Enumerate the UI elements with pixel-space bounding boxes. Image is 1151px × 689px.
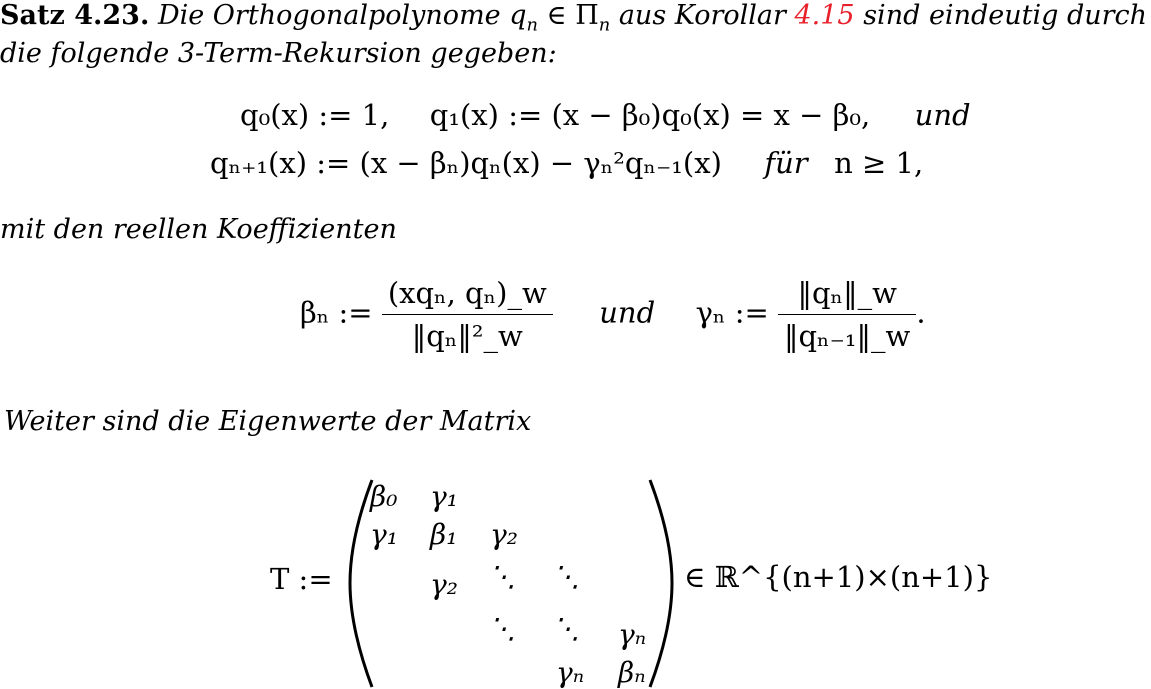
matrix-cell: β₁ xyxy=(430,518,458,551)
matrix-cell: γₙ xyxy=(556,656,585,689)
coefficients-intro: mit den reellen Koeffizienten xyxy=(0,214,397,245)
matrix-cell: γ₁ xyxy=(370,518,398,551)
pi-symbol: ∈ $\Pi_n$ xyxy=(546,0,611,36)
fuer-text: für xyxy=(764,146,808,180)
eq-qn1: qₙ₊₁(x) := (x − βₙ)qₙ(x) − γₙ²qₙ₋₁(x) xyxy=(210,146,722,180)
matrix-cell: ⋱ xyxy=(488,612,516,645)
recursion-line-2 xyxy=(210,146,923,180)
und-text-2: und xyxy=(599,295,656,330)
eq-q0: q₀(x) := 1, xyxy=(240,98,390,132)
theorem-line-2: die folgende 3-Term-Rekursion gegeben: xyxy=(0,38,557,69)
und-text-1: und xyxy=(914,98,971,132)
gamma-lhs: γₙ := xyxy=(695,295,769,330)
gamma-fraction xyxy=(778,276,916,353)
gamma-numerator: ‖qₙ‖_w xyxy=(797,276,897,310)
matrix-cell: γₙ xyxy=(618,618,647,651)
theorem-line-1 xyxy=(0,0,1148,36)
matrix-cell: ⋱ xyxy=(552,612,580,645)
matrix-right-paren xyxy=(648,478,674,689)
matrix-cell: ⋱ xyxy=(552,560,580,593)
matrix-cell: ⋱ xyxy=(488,560,516,593)
matrix-cell: γ₁ xyxy=(430,480,458,513)
theorem-label: Satz 4.23. xyxy=(0,0,150,31)
matrix-cell: β₀ xyxy=(370,480,398,513)
recursion-line-1 xyxy=(240,98,971,132)
eq-condition: n ≥ 1, xyxy=(834,146,924,180)
aus-korollar-text: aus Korollar xyxy=(618,0,786,31)
coefficients-formula xyxy=(300,276,926,353)
theorem-intro: Die Orthogonalpolynome xyxy=(157,0,501,31)
matrix-cell: γ₂ xyxy=(490,518,518,551)
matrix-rhs: ∈ ℝ^{(n+1)×(n+1)} xyxy=(684,560,993,594)
matrix-intro: Weiter sind die Eigenwerte der Matrix xyxy=(4,406,532,437)
period: . xyxy=(916,295,926,330)
matrix-lhs: T := xyxy=(270,562,333,596)
qn-symbol: $q_n$ xyxy=(509,0,539,36)
gamma-denominator: ‖qₙ₋₁‖_w xyxy=(778,314,916,353)
beta-numerator: (xqₙ, qₙ)_w xyxy=(387,276,547,310)
eq-q1: q₁(x) := (x − β₀)q₀(x) = x − β₀, xyxy=(429,98,871,132)
theorem-line1-end: sind eindeutig durch xyxy=(863,0,1148,31)
beta-fraction xyxy=(382,276,553,353)
matrix-cell: γ₂ xyxy=(430,568,458,601)
beta-lhs: βₙ := xyxy=(300,295,373,330)
beta-denominator: ‖qₙ‖²_w xyxy=(382,314,553,353)
korollar-ref-link[interactable]: 4.15 xyxy=(794,0,855,31)
matrix-cell: βₙ xyxy=(618,656,646,689)
